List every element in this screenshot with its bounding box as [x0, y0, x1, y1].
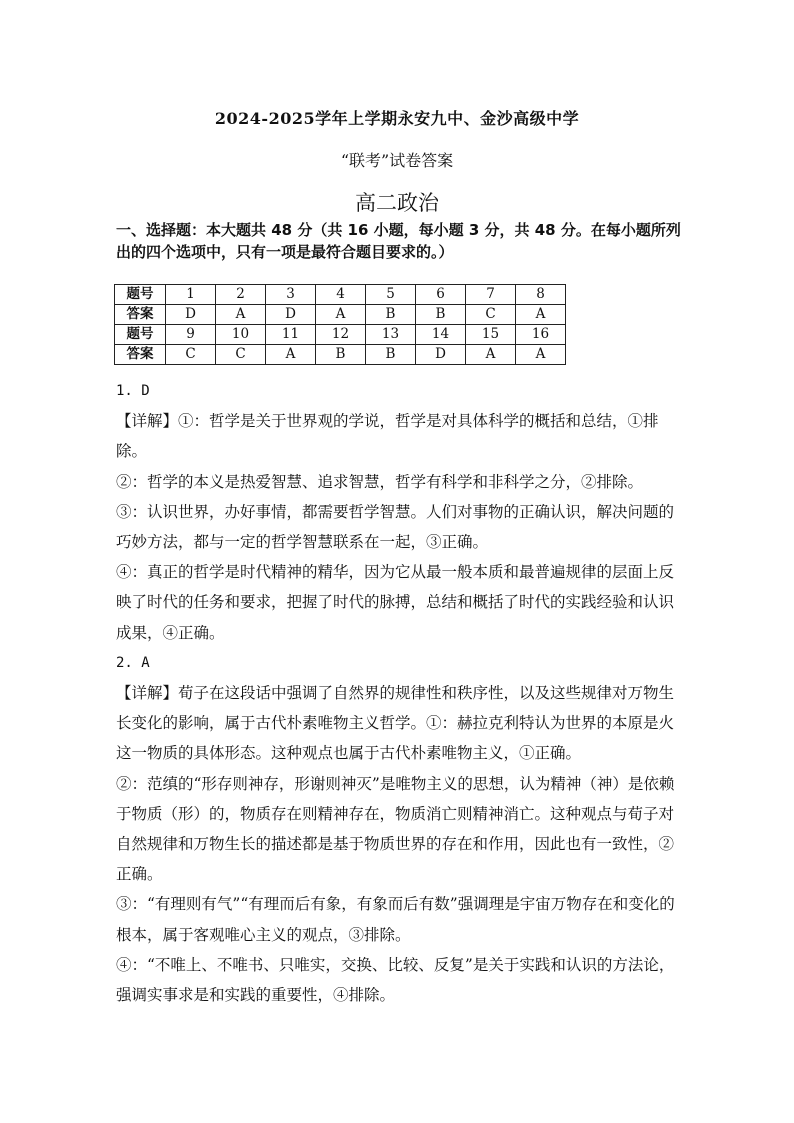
explanation-paragraph: ②：范缜的“形存则神存，形谢则神灭”是唯物主义的思想，认为精神（神）是依赖于物质（形）的，物质存在则精神存在，物质消亡则精神消亡。这种观点与荀子对自然规律和万物生长的描述都是基于物质世界的存在和作用，因此也有一致性，②正确。 [116, 774, 675, 884]
table-cell: B [316, 345, 366, 365]
table-cell: D [266, 305, 316, 325]
document-title: 2024-2025学年上学期永安九中、金沙高级中学 [214, 109, 580, 128]
explanation-paragraph: ③：认识世界，办好事情，都需要哲学智慧。人们对事物的正确认识，解决问题的巧妙方法，都与一定的哲学智慧联系在一起，③正确。 [116, 502, 675, 552]
table-cell: A [216, 305, 266, 325]
table-cell: C [466, 305, 516, 325]
table-cell: 8 [516, 285, 566, 305]
row-header: 答案 [115, 345, 166, 365]
explanation-paragraph: ④：“不唯上、不唯书、只唯实，交换、比较、反复”是关于实践和认识的方法论，强调实事求是和实践的重要性，④排除。 [116, 955, 675, 1005]
section-heading: 一、选择题：本大题共 48 分（共 16 小题，每小题 3 分，共 48 分。在每小题所列出的四个选项中，只有一项是最符合题目要求的。） [116, 221, 681, 261]
table-cell: 9 [166, 325, 216, 345]
answer-table [114, 284, 566, 365]
explanation-paragraph: ②：哲学的本义是热爱智慧、追求智慧，哲学有科学和非科学之分，②排除。 [116, 472, 644, 491]
question-number: 1. D [116, 383, 150, 399]
table-cell: 10 [216, 325, 266, 345]
table-cell: A [516, 345, 566, 365]
answer-table-row [115, 325, 566, 345]
row-header: 题号 [115, 285, 166, 305]
table-cell: C [216, 345, 266, 365]
answer-table-row [115, 285, 566, 305]
table-cell: 14 [416, 325, 466, 345]
table-cell: D [166, 305, 216, 325]
table-cell: 12 [316, 325, 366, 345]
table-cell: A [266, 345, 316, 365]
table-cell: 3 [266, 285, 316, 305]
document-subtitle: “联考”试卷答案 [340, 151, 454, 170]
table-cell: 13 [366, 325, 416, 345]
row-header: 题号 [115, 325, 166, 345]
table-cell: A [316, 305, 366, 325]
explanation-paragraph: ③：“有理则有气”“有理而后有象，有象而后有数”强调理是宇宙万物存在和变化的根本，属于客观唯心主义的观点，③排除。 [116, 895, 675, 944]
explanations [116, 376, 682, 1010]
answer-table-row [115, 305, 566, 325]
table-cell: 16 [516, 325, 566, 345]
answer-table-row [115, 345, 566, 365]
table-cell: 7 [466, 285, 516, 305]
table-cell: B [366, 305, 416, 325]
table-cell: 6 [416, 285, 466, 305]
table-cell: 15 [466, 325, 516, 345]
table-cell: C [166, 345, 216, 365]
table-cell: D [416, 345, 466, 365]
table-cell: 11 [266, 325, 316, 345]
explanation-paragraph: ④：真正的哲学是时代精神的精华，因为它从最一般本质和最普遍规律的层面上反映了时代的任务和要求，把握了时代的脉搏，总结和概括了时代的实践经验和认识成果，④正确。 [116, 563, 675, 642]
table-cell: A [516, 305, 566, 325]
question-number: 2. A [116, 654, 150, 671]
table-cell: A [466, 345, 516, 365]
subject-title: 高二政治 [355, 191, 439, 215]
explanation-paragraph: 【详解】荀子在这段话中强调了自然界的规律性和秩序性，以及这些规律对万物生长变化的影响，属于古代朴素唯物主义哲学。①：赫拉克利特认为世界的本原是火这一物质的具体形态。这种观点也属于古代朴素唯物主义，①正确。 [116, 684, 675, 763]
row-header: 答案 [115, 305, 166, 325]
table-cell: 1 [166, 285, 216, 305]
table-cell: 4 [316, 285, 366, 305]
explanation-paragraph: 【详解】①：哲学是关于世界观的学说，哲学是对具体科学的概括和总结，①排除。 [116, 412, 659, 461]
table-cell: 5 [366, 285, 416, 305]
table-cell: 2 [216, 285, 266, 305]
table-cell: B [366, 345, 416, 365]
table-cell: B [416, 305, 466, 325]
